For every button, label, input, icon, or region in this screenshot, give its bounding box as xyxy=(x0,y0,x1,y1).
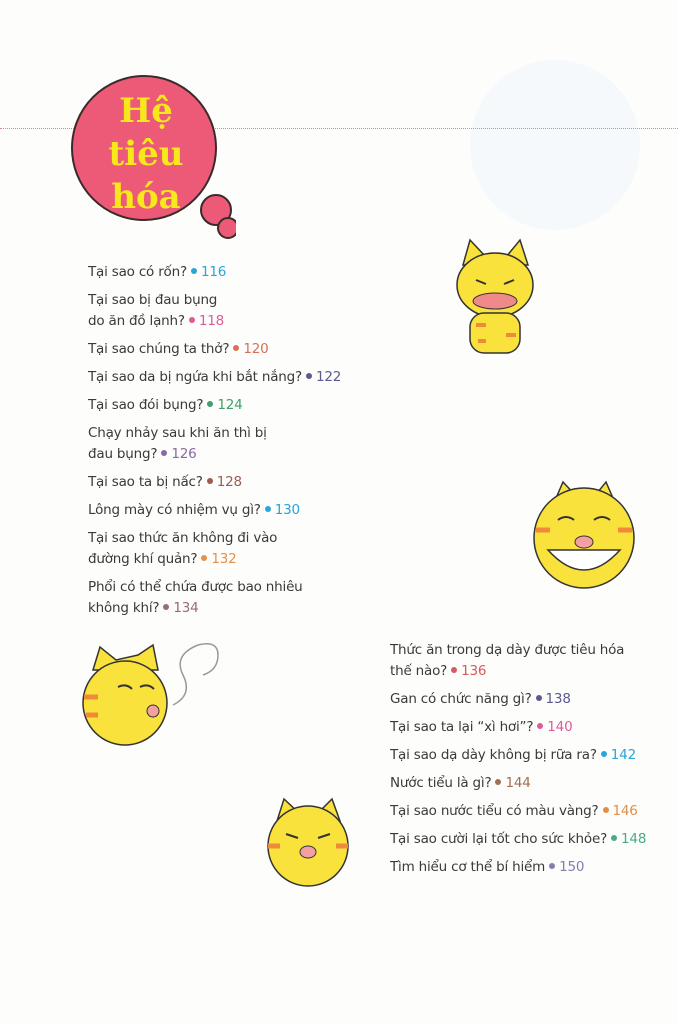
toc-item-title: thế nào? xyxy=(390,663,448,679)
bullet-dot-icon xyxy=(233,345,239,351)
toc-item[interactable] xyxy=(88,262,368,283)
toc-page-number: 136 xyxy=(461,663,487,679)
bullet-dot-icon xyxy=(601,751,607,757)
toc-item[interactable] xyxy=(88,339,368,360)
toc-page-number: 150 xyxy=(559,859,585,875)
toc-item-title: Tại sao thức ăn không đi vào xyxy=(88,530,278,546)
toc-page-number: 128 xyxy=(216,474,242,490)
bullet-dot-icon xyxy=(536,695,542,701)
section-title xyxy=(66,90,226,219)
toc-item-title: do ăn đồ lạnh? xyxy=(88,313,185,329)
bullet-dot-icon xyxy=(163,604,169,610)
title-line: Hệ xyxy=(119,91,173,131)
bullet-dot-icon xyxy=(611,835,617,841)
toc-item[interactable] xyxy=(390,829,670,850)
toc-item-title: Tại sao da bị ngứa khi bắt nắng? xyxy=(88,369,302,385)
toc-item-title: Chạy nhảy sau khi ăn thì bị xyxy=(88,425,267,441)
toc-item[interactable] xyxy=(88,423,368,465)
bullet-dot-icon xyxy=(265,506,271,512)
bullet-dot-icon xyxy=(207,401,213,407)
toc-item-title: Phổi có thể chứa được bao nhiêu xyxy=(88,579,303,595)
bullet-dot-icon xyxy=(189,317,195,323)
toc-item-title: Tại sao dạ dày không bị rữa ra? xyxy=(390,747,597,763)
toc-page-number: 144 xyxy=(505,775,531,791)
toc-item[interactable] xyxy=(390,857,670,878)
toc-item[interactable] xyxy=(390,689,670,710)
toc-item[interactable] xyxy=(88,395,368,416)
toc-page-number: 132 xyxy=(211,551,237,567)
toc-page-number: 146 xyxy=(612,803,638,819)
toc-page-number: 120 xyxy=(243,341,269,357)
toc-page-number: 140 xyxy=(547,719,573,735)
toc-item-title: Gan có chức năng gì? xyxy=(390,691,532,707)
toc-page-number: 118 xyxy=(198,313,225,329)
toc-item-title: Tại sao chúng ta thở? xyxy=(88,341,230,357)
toc-item[interactable] xyxy=(88,290,368,332)
toc-item-title: Tại sao nước tiểu có màu vàng? xyxy=(390,803,599,819)
bullet-dot-icon xyxy=(306,373,312,379)
toc-item[interactable] xyxy=(88,367,368,388)
bullet-dot-icon xyxy=(201,555,207,561)
toc-item[interactable] xyxy=(390,717,670,738)
toc-item-title: Tìm hiểu cơ thể bí hiểm xyxy=(390,859,546,875)
bullet-dot-icon xyxy=(207,478,213,484)
cat-character-grinning xyxy=(528,480,640,590)
cat-character-smoking xyxy=(78,625,228,750)
toc-item[interactable] xyxy=(88,500,368,521)
toc-item[interactable] xyxy=(88,577,368,619)
toc-item[interactable] xyxy=(390,745,670,766)
toc-list-right xyxy=(390,640,670,885)
cat-character-sweating xyxy=(448,235,543,360)
bullet-dot-icon xyxy=(537,723,543,729)
toc-item-title: Tại sao bị đau bụng xyxy=(88,292,218,308)
toc-item-title: Tại sao đói bụng? xyxy=(88,397,204,413)
toc-page-number: 124 xyxy=(217,397,243,413)
toc-page-number: 138 xyxy=(545,691,571,707)
toc-item-title: không khí? xyxy=(88,600,160,616)
bullet-dot-icon xyxy=(191,268,197,274)
faded-background-illustration xyxy=(470,60,640,230)
toc-item-title: Tại sao cười lại tốt cho sức khỏe? xyxy=(390,831,608,847)
cat-character-frowning xyxy=(262,796,354,888)
title-line: hóa xyxy=(111,177,181,217)
toc-item-title: Nước tiểu là gì? xyxy=(390,775,492,791)
toc-item[interactable] xyxy=(390,801,670,822)
toc-list-left xyxy=(88,262,368,626)
toc-page-number: 116 xyxy=(200,264,227,280)
toc-item-title: Thức ăn trong dạ dày được tiêu hóa xyxy=(390,642,625,658)
title-line: tiêu xyxy=(108,134,184,174)
toc-item-title: Lông mày có nhiệm vụ gì? xyxy=(88,502,261,518)
toc-item-title: Tại sao ta bị nấc? xyxy=(88,474,203,490)
toc-item-title: Tại sao ta lại “xì hơi”? xyxy=(390,719,534,735)
toc-page-number: 130 xyxy=(274,502,300,518)
toc-page-number: 126 xyxy=(171,446,197,462)
bullet-dot-icon xyxy=(549,863,555,869)
toc-page-number: 142 xyxy=(610,747,636,763)
toc-item-title: Tại sao có rốn? xyxy=(88,264,187,280)
toc-page-number: 134 xyxy=(173,600,199,616)
toc-item-title: đau bụng? xyxy=(88,446,158,462)
bullet-dot-icon xyxy=(451,667,457,673)
bullet-dot-icon xyxy=(603,807,609,813)
toc-page-number: 148 xyxy=(621,831,647,847)
toc-item[interactable] xyxy=(390,640,670,682)
bullet-dot-icon xyxy=(495,779,501,785)
toc-page-number: 122 xyxy=(315,369,342,385)
bullet-dot-icon xyxy=(161,450,167,456)
toc-item[interactable] xyxy=(390,773,670,794)
toc-item[interactable] xyxy=(88,528,368,570)
toc-item-title: đường khí quản? xyxy=(88,551,198,567)
toc-item[interactable] xyxy=(88,472,368,493)
